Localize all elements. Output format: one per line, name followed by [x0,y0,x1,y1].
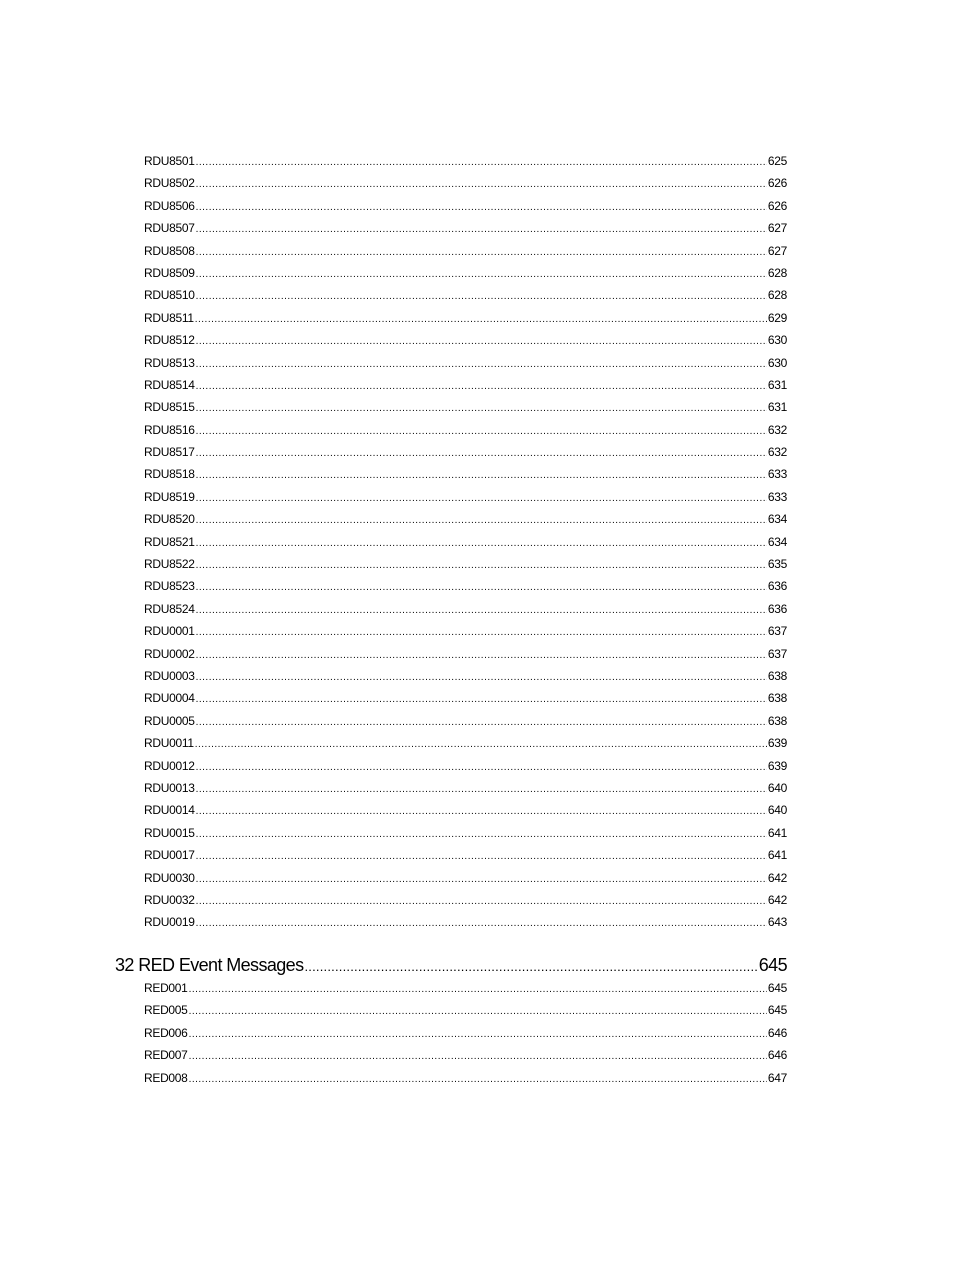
toc-entry-label: RDU0032 [144,892,195,907]
toc-entry[interactable] [144,329,787,351]
toc-entry-page-number: 635 [767,557,787,572]
toc-entry-page-number: 641 [767,848,787,863]
toc-entry[interactable] [144,665,787,687]
toc-entry-page-number: 645 [767,1003,787,1018]
toc-entry-page-number: 640 [767,803,787,818]
toc-entry[interactable] [144,710,787,732]
red-entry-list [144,977,787,1089]
toc-entry-page-number: 633 [767,489,787,504]
toc-entry[interactable] [144,687,787,709]
toc-entry[interactable] [144,867,787,889]
toc-entry-page-number: 633 [767,467,787,482]
toc-entry-page-number: 642 [767,870,787,885]
dot-leader [196,555,767,575]
toc-entry-label: RDU0015 [144,825,195,840]
toc-entry-page-number: 632 [767,422,787,437]
dot-leader [196,577,767,597]
dot-leader [196,398,767,418]
dot-leader [196,376,767,396]
toc-entry[interactable] [144,777,787,799]
dot-leader [196,712,767,732]
toc-entry-label: RDU0017 [144,848,195,863]
toc-entry-page-number: 630 [767,355,787,370]
dot-leader [195,734,767,754]
toc-entry-page-number: 631 [767,377,787,392]
toc-entry[interactable] [144,441,787,463]
toc-entry-label: RDU0004 [144,691,195,706]
toc-entry-page-number: 639 [767,758,787,773]
toc-entry[interactable] [144,643,787,665]
toc-entry-label: RDU0005 [144,713,195,728]
toc-entry[interactable] [144,1022,787,1044]
toc-entry-page-number: 632 [767,445,787,460]
toc-entry[interactable] [144,755,787,777]
chapter-heading[interactable] [115,953,787,979]
toc-entry-label: RDU8522 [144,557,195,572]
dot-leader [196,286,767,306]
toc-entry[interactable] [144,732,787,754]
toc-entry-page-number: 634 [767,512,787,527]
dot-leader [189,1024,767,1044]
dot-leader [195,309,767,329]
toc-entry-page-number: 636 [767,601,787,616]
rdu-entry-list [144,150,787,934]
toc-entry[interactable] [144,150,787,172]
toc-entry-page-number: 642 [767,892,787,907]
toc-entry[interactable] [144,911,787,933]
toc-entry[interactable] [144,508,787,530]
dot-leader [196,264,767,284]
toc-entry-page-number: 627 [767,243,787,258]
toc-entry[interactable] [144,195,787,217]
dot-leader [196,869,767,889]
dot-leader [196,846,767,866]
dot-leader [196,622,767,642]
toc-entry[interactable] [144,822,787,844]
dot-leader [196,600,767,620]
toc-entry[interactable] [144,844,787,866]
toc-entry-label: RED008 [144,1070,188,1085]
dot-leader [196,824,767,844]
toc-entry[interactable] [144,977,787,999]
toc-entry[interactable] [144,284,787,306]
toc-entry-label: RDU8507 [144,221,195,236]
toc-entry-label: RDU0030 [144,870,195,885]
dot-leader [196,779,767,799]
toc-entry-label: RDU8509 [144,265,195,280]
toc-entry-page-number: 628 [767,288,787,303]
toc-entry[interactable] [144,553,787,575]
toc-entry-label: RDU8508 [144,243,195,258]
dot-leader [196,533,767,553]
toc-entry-label: RDU8502 [144,176,195,191]
toc-entry-label: RDU8513 [144,355,195,370]
dot-leader [196,913,767,933]
toc-entry-page-number: 640 [767,780,787,795]
toc-entry-label: RED007 [144,1048,188,1063]
toc-entry[interactable] [144,575,787,597]
toc-entry-label: RDU8511 [144,310,194,325]
toc-entry-page-number: 641 [767,825,787,840]
toc-entry-page-number: 634 [767,534,787,549]
toc-entry-label: RED005 [144,1003,188,1018]
toc-entry[interactable] [144,463,787,485]
dot-leader [196,645,767,665]
toc-entry-label: RDU0012 [144,758,195,773]
toc-entry[interactable] [144,889,787,911]
toc-entry-label: RDU8514 [144,377,195,392]
toc-entry-label: RDU8506 [144,198,195,213]
toc-entry-page-number: 638 [767,713,787,728]
toc-entry[interactable] [144,419,787,441]
dot-leader [196,421,767,441]
toc-entry[interactable] [144,262,787,284]
dot-leader [196,689,767,709]
toc-entry-label: RDU8517 [144,445,195,460]
toc-entry-label: RDU0013 [144,780,195,795]
dot-leader [196,197,767,217]
toc-entry-label: RDU0019 [144,915,195,930]
toc-entry-label: RED001 [144,981,188,995]
toc-entry-page-number: 646 [767,1048,787,1063]
toc-entry-label: RDU8510 [144,288,195,303]
toc-entry-page-number: 626 [767,176,787,191]
toc-entry-page-number: 629 [767,310,787,325]
dot-leader [196,891,767,911]
toc-entry-page-number: 625 [767,154,787,168]
dot-leader [196,443,767,463]
toc-entry[interactable] [144,374,787,396]
toc-entry-label: RDU8520 [144,512,195,527]
dot-leader [189,979,767,999]
toc-entry-page-number: 647 [767,1070,787,1085]
toc-entry[interactable] [144,531,787,553]
toc-entry-label: RDU0003 [144,668,195,683]
dot-leader [196,174,767,194]
toc-entry-page-number: 638 [767,691,787,706]
toc-entry[interactable] [144,799,787,821]
toc-entry-page-number: 646 [767,1025,787,1040]
toc-entry[interactable] [144,1044,787,1066]
toc-entry-page-number: 628 [767,265,787,280]
toc-entry-page-number: 637 [767,624,787,639]
dot-leader [189,1069,767,1089]
toc-entry-page-number: 639 [767,736,787,751]
toc-entry-page-number: 643 [767,915,787,930]
toc-entry-page-number: 638 [767,668,787,683]
toc-entry-label: RDU8521 [144,534,195,549]
toc-entry-label: RDU8501 [144,154,195,168]
toc-entry-page-number: 627 [767,221,787,236]
toc-entry-label: RDU8524 [144,601,195,616]
dot-leader [305,955,758,979]
toc-entry-label: RED006 [144,1025,188,1040]
toc-entry[interactable] [144,396,787,418]
dot-leader [196,219,767,239]
dot-leader [196,667,767,687]
dot-leader [196,331,767,351]
toc-entry-label: RDU8523 [144,579,195,594]
dot-leader [196,242,767,262]
toc-entry[interactable] [144,620,787,642]
toc-entry-label: RDU0014 [144,803,195,818]
toc-entry-label: RDU0011 [144,736,194,751]
toc-entry-page-number: 637 [767,646,787,661]
toc-entry[interactable] [144,307,787,329]
toc-entry-label: RDU8516 [144,422,195,437]
toc-entry-label: RDU0002 [144,646,195,661]
toc-entry[interactable] [144,598,787,620]
toc-entry-label: RDU8515 [144,400,195,415]
toc-entry-label: RDU8519 [144,489,195,504]
dot-leader [189,1001,767,1021]
toc-entry[interactable] [144,217,787,239]
dot-leader [196,801,767,821]
dot-leader [196,510,767,530]
toc-entry-page-number: 626 [767,198,787,213]
dot-leader [196,152,767,172]
toc-entry[interactable] [144,486,787,508]
toc-entry[interactable] [144,172,787,194]
dot-leader [189,1046,767,1066]
toc-entry-label: RDU8518 [144,467,195,482]
toc-entry-page-number: 645 [767,981,787,995]
toc-entry[interactable] [144,240,787,262]
chapter-page-number: 645 [758,955,787,975]
toc-entry[interactable] [144,999,787,1021]
toc-entry[interactable] [144,352,787,374]
toc-entry[interactable] [144,1067,787,1089]
dot-leader [196,757,767,777]
toc-entry-page-number: 630 [767,333,787,348]
dot-leader [196,465,767,485]
dot-leader [196,488,767,508]
dot-leader [196,354,767,374]
chapter-title: 32 RED Event Messages [115,955,304,975]
toc-entry-label: RDU8512 [144,333,195,348]
toc-entry-label: RDU0001 [144,624,195,639]
toc-entry-page-number: 631 [767,400,787,415]
toc-entry-page-number: 636 [767,579,787,594]
